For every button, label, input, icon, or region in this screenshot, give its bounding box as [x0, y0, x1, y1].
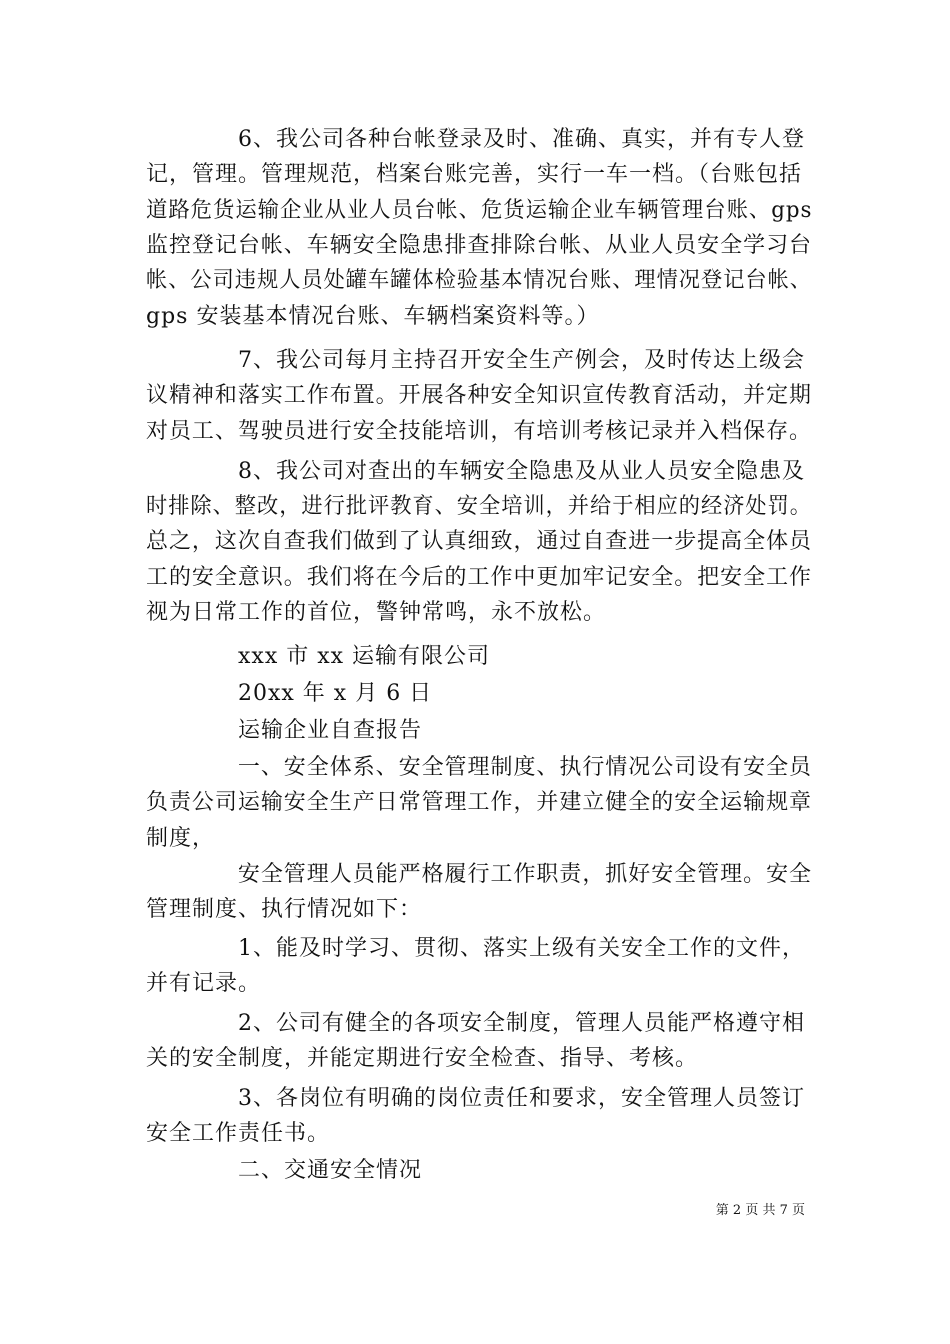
text-line: 安全管理人员能严格履行工作职责，抓好安全管理。安全 [146, 862, 813, 887]
section-heading: 二、交通安全情况 [146, 1158, 423, 1183]
text-line: 议精神和落实工作布置。开展各种安全知识宣传教育活动，并定期 [146, 383, 813, 408]
page-number-footer: 第 2 页 共 7 页 [715, 1203, 805, 1218]
text-line: 道路危货运输企业从业人员台帐、危货运输企业车辆管理台账、gps [146, 198, 813, 223]
text-line: 6、我公司各种台帐登录及时、准确、真实，并有专人登 [146, 127, 805, 152]
text-line: 制度， [146, 826, 216, 851]
text-line: 工的安全意识。我们将在今后的工作中更加牢记安全。把安全工作 [146, 565, 813, 590]
company-name: xxx 市 xx 运输有限公司 [146, 644, 491, 669]
text-line: 1、能及时学习、贯彻、落实上级有关安全工作的文件， [146, 936, 805, 961]
text-line: 记，管理。管理规范，档案台账完善，实行一车一档。（台账包括 [146, 162, 803, 187]
text-line: 3、各岗位有明确的岗位责任和要求，安全管理人员签订 [146, 1086, 805, 1111]
text-line: 对员工、驾驶员进行安全技能培训，有培训考核记录并入档保存。 [146, 419, 813, 444]
text-line: 视为日常工作的首位，警钟常鸣，永不放松。 [146, 600, 607, 625]
text-line: 监控登记台帐、车辆安全隐患排查排除台帐、从业人员安全学习台 [146, 233, 813, 258]
text-line: 帐、公司违规人员处罐车罐体检验基本情况台账、理情况登记台帐、 [146, 268, 813, 293]
text-line: 7、我公司每月主持召开安全生产例会，及时传达上级会 [146, 348, 805, 373]
text-line: 总之，这次自查我们做到了认真细致，通过自查进一步提高全体员 [146, 529, 813, 554]
text-line: 时排除、整改，进行批评教育、安全培训，并给于相应的经济处罚。 [146, 494, 813, 519]
text-line: 并有记录。 [146, 971, 262, 996]
text-line: 关的安全制度，并能定期进行安全检查、指导、考核。 [146, 1046, 699, 1071]
text-line: 安全工作责任书。 [146, 1121, 331, 1146]
text-line: 8、我公司对查出的车辆安全隐患及从业人员安全隐患及 [146, 459, 805, 484]
section-title: 运输企业自查报告 [146, 718, 423, 743]
date-line: 20xx 年 x 月 6 日 [146, 681, 433, 706]
text-line: 管理制度、执行情况如下： [146, 897, 423, 922]
text-line: gps 安装基本情况台账、车辆档案资料等。） [146, 304, 600, 329]
text-line: 负责公司运输安全生产日常管理工作，并建立健全的安全运输规章 [146, 790, 813, 815]
text-line: 一、安全体系、安全管理制度、执行情况公司设有安全员 [146, 755, 813, 780]
text-line: 2、公司有健全的各项安全制度，管理人员能严格遵守相 [146, 1011, 805, 1036]
